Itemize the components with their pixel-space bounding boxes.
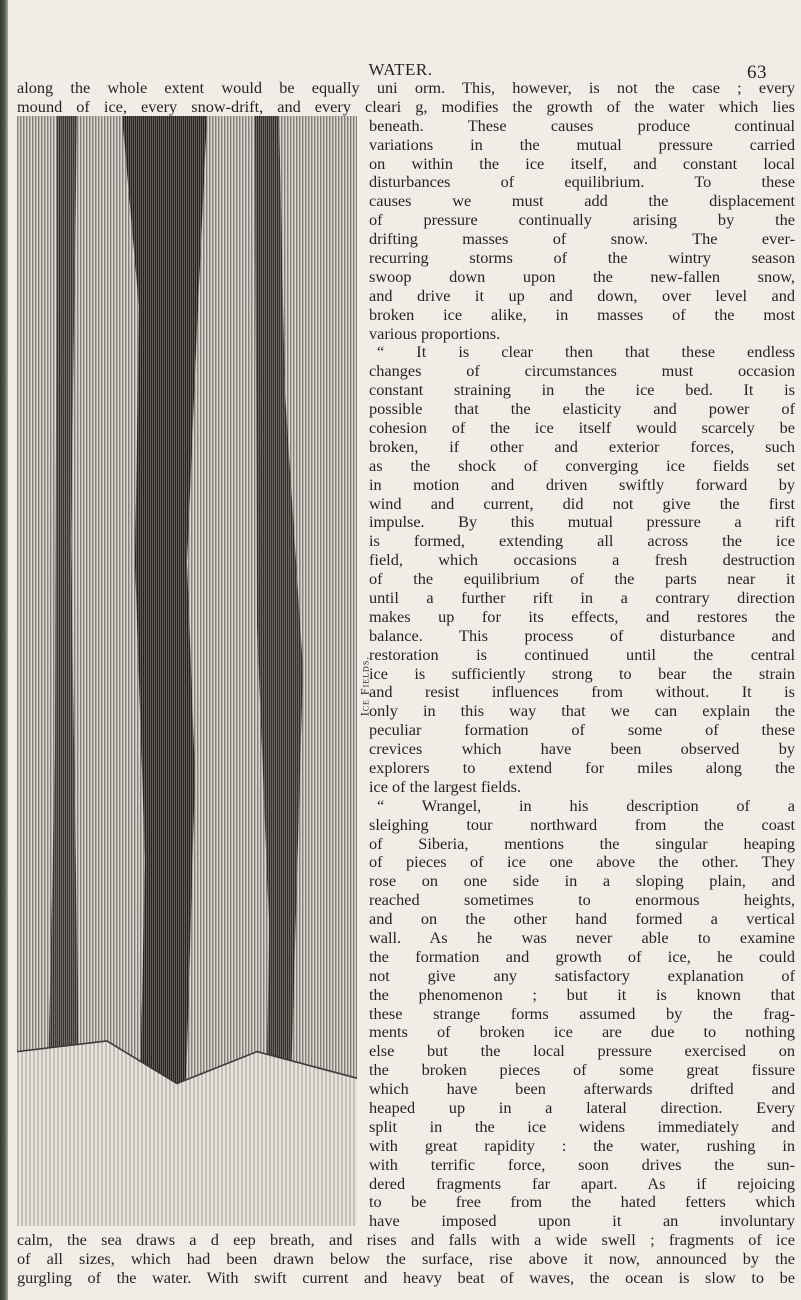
text-line: ice is sufficiently strong to bear the strain [369,664,795,683]
text-line: balance. This process of disturbance and [369,626,795,645]
text-line: changes of circumstances must occasion [369,361,795,380]
text-line: gurgling of the water. With swift current and heavy beat of waves, the ocean is slow to be [17,1268,795,1287]
text-line: impulse. By this mutual pressure a rift [369,512,795,531]
text-line: along the whole extent would be equally uni orm. This, however, is not the case ; every [17,78,795,97]
text-line: possible that the elasticity and power of [369,399,795,418]
text-line: disturbances of equilibrium. To these [369,172,795,191]
text-line: in motion and driven swiftly forward by [369,475,795,494]
text-line: field, which occasions a fresh destruction [369,550,795,569]
text-line: constant straining in the ice bed. It is [369,380,795,399]
text-line: peculiar formation of some of these [369,720,795,739]
text-line: the broken pieces of some great fissure [369,1060,795,1079]
text-line: causes we must add the displacement [369,191,795,210]
text-line: broken ice alike, in masses of the most [369,305,795,324]
text-line: of pressure continually arising by the [369,210,795,229]
side-label-text: Ice Fields. [357,655,372,717]
text-line: heaped up in a lateral direction. Every [369,1098,795,1117]
text-line: with terrific force, soon drives the sun- [369,1155,795,1174]
running-head: WATER. [368,60,433,79]
text-line: swoop down upon the new-fallen snow, [369,267,795,286]
text-line: sleighing tour northward from the coast [369,815,795,834]
ice-fields-engraving [17,116,357,1226]
text-line: makes up for its effects, and restores the [369,607,795,626]
text-line: calm, the sea draws a d eep breath, and rises and falls with a wide swell ; fragments of ice [17,1230,795,1249]
text-line: wind and current, did not give the first [369,494,795,513]
text-line: the phenomenon ; but it is known that [369,985,795,1004]
text-line: ice of the largest fields. [369,777,522,796]
text-line: to be free from the hated fetters which [369,1192,795,1211]
text-line: is formed, extending all across the ice [369,531,795,550]
text-line: restoration is continued until the central [369,645,795,664]
text-line: the formation and growth of ice, he could [369,947,795,966]
text-line: as the shock of converging ice fields set [369,456,795,475]
text-line: and on the other hand formed a vertical [369,909,795,928]
text-line: “ Wrangel, in his description of a [377,796,795,815]
text-line: variations in the mutual pressure carried [369,135,795,154]
text-line: split in the ice widens immediately and [369,1117,795,1136]
text-line: else but the local pressure exercised on [369,1041,795,1060]
text-line: and resist influences from without. It is [369,682,795,701]
text-line: only in this way that we can explain the [369,701,795,720]
text-line: broken, if other and exterior forces, such [369,437,795,456]
text-line: crevices which have been observed by [369,739,795,758]
text-line: cohesion of the ice itself would scarcely be [369,418,795,437]
text-line: drifting masses of snow. The ever- [369,229,795,248]
text-line: rose on one side in a sloping plain, and [369,871,795,890]
text-line: on within the ice itself, and constant local [369,154,795,173]
text-line: of all sizes, which had been drawn below the surface, rise above it now, announced by the [17,1249,795,1268]
text-line: recurring storms of the wintry season [369,248,795,267]
text-line: mound of ice, every snow-drift, and every cleari g, modifies the growth of the water which lies [17,97,795,116]
text-line: various proportions. [369,324,501,343]
text-line: beneath. These causes produce continual [369,116,795,135]
text-line: “ It is clear then that these endless [377,342,795,361]
page-number: 63 [747,62,767,83]
text-line: have imposed upon it an involuntary [369,1211,795,1230]
text-line: and drive it up and down, over level and [369,286,795,305]
text-line: of the equilibrium of the parts near it [369,569,795,588]
text-line: until a further rift in a contrary direction [369,588,795,607]
text-line: explorers to extend for miles along the [369,758,795,777]
text-line: these strange forms assumed by the frag- [369,1004,795,1023]
text-line: reached sometimes to enormous heights, [369,890,795,909]
text-line: of Siberia, mentions the singular heaping [369,834,795,853]
text-line: of pieces of ice one above the other. They [369,852,795,871]
text-line: ments of broken ice are due to nothing [369,1022,795,1041]
text-line: wall. As he was never able to examine [369,928,795,947]
text-line: which have been afterwards drifted and [369,1079,795,1098]
text-line: with great rapidity : the water, rushing in [369,1136,795,1155]
text-line: dered fragments far apart. As if rejoicing [369,1174,795,1193]
text-line: not give any satisfactory explanation of [369,966,795,985]
